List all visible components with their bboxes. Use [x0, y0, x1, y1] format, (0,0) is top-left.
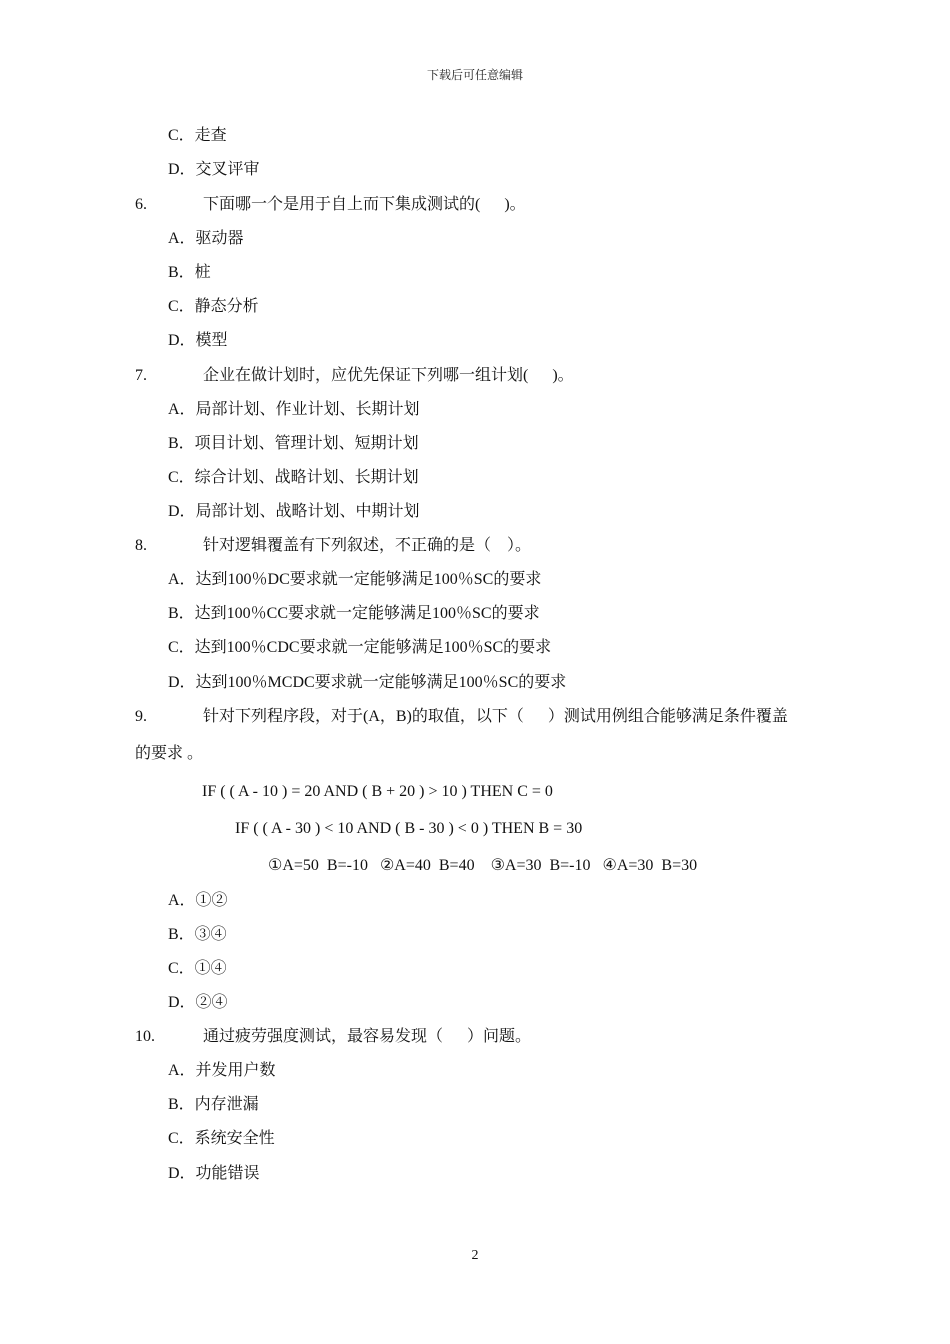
- option-8b: B．达到100％CC要求就一定能够满足100％SC的要求: [168, 605, 540, 622]
- page-number: 2: [471, 1248, 479, 1263]
- question-6-number: 6.: [135, 196, 147, 213]
- option-9a: A．①②: [168, 892, 228, 909]
- option-6d: D．模型: [168, 332, 228, 349]
- option-7a: A．局部计划、作业计划、长期计划: [168, 401, 420, 418]
- option-8c: C．达到100％CDC要求就一定能够满足100％SC的要求: [168, 639, 552, 656]
- question-7-number: 7.: [135, 367, 147, 384]
- option-10a: A．并发用户数: [168, 1062, 276, 1079]
- question-10-number: 10.: [135, 1028, 155, 1045]
- option-8a: A．达到100％DC要求就一定能够满足100％SC的要求: [168, 571, 542, 588]
- question-8-number: 8.: [135, 537, 147, 554]
- test-cases-line: ①A=50 B=-10 ②A=40 B=40 ③A=30 B=-10 ④A=30 B=30: [268, 857, 698, 874]
- option-5d: D．交叉评审: [168, 161, 260, 178]
- question-7-text: 企业在做计划时，应优先保证下列哪一组计划( )。: [203, 367, 574, 384]
- question-10-text: 通过疲劳强度测试，最容易发现（ ）问题。: [203, 1028, 532, 1045]
- option-5c: C．走查: [168, 127, 227, 144]
- question-9-number: 9.: [135, 708, 147, 725]
- option-9b: B．③④: [168, 926, 227, 943]
- code-line-1: IF ( ( A - 10 ) = 20 AND ( B + 20 ) > 10 ) THEN C = 0: [202, 783, 553, 800]
- page-header: 下载后可任意编辑: [426, 68, 523, 82]
- option-6a: A．驱动器: [168, 230, 244, 247]
- option-6b: B．桩: [168, 264, 211, 281]
- question-8-text: 针对逻辑覆盖有下列叙述，不正确的是（ ）。: [203, 537, 532, 554]
- option-10b: B．内存泄漏: [168, 1096, 259, 1113]
- option-8d: D．达到100％MCDC要求就一定能够满足100％SC的要求: [168, 674, 567, 691]
- option-7d: D．局部计划、战略计划、中期计划: [168, 503, 420, 520]
- option-6c: C．静态分析: [168, 298, 259, 315]
- code-line-2: IF ( ( A - 30 ) < 10 AND ( B - 30 ) < 0 ) THEN B = 30: [235, 820, 583, 837]
- question-6-text: 下面哪一个是用于自上而下集成测试的( )。: [203, 196, 526, 213]
- option-7c: C．综合计划、战略计划、长期计划: [168, 469, 419, 486]
- question-9-text-continued: 的要求 。: [135, 745, 204, 762]
- option-7b: B．项目计划、管理计划、短期计划: [168, 435, 419, 452]
- option-9d: D．②④: [168, 994, 228, 1011]
- question-9-text: 针对下列程序段，对于(A，B)的取值，以下（ ）测试用例组合能够满足条件覆盖: [203, 708, 788, 725]
- option-10c: C．系统安全性: [168, 1130, 275, 1147]
- option-10d: D．功能错误: [168, 1165, 260, 1182]
- option-9c: C．①④: [168, 960, 227, 977]
